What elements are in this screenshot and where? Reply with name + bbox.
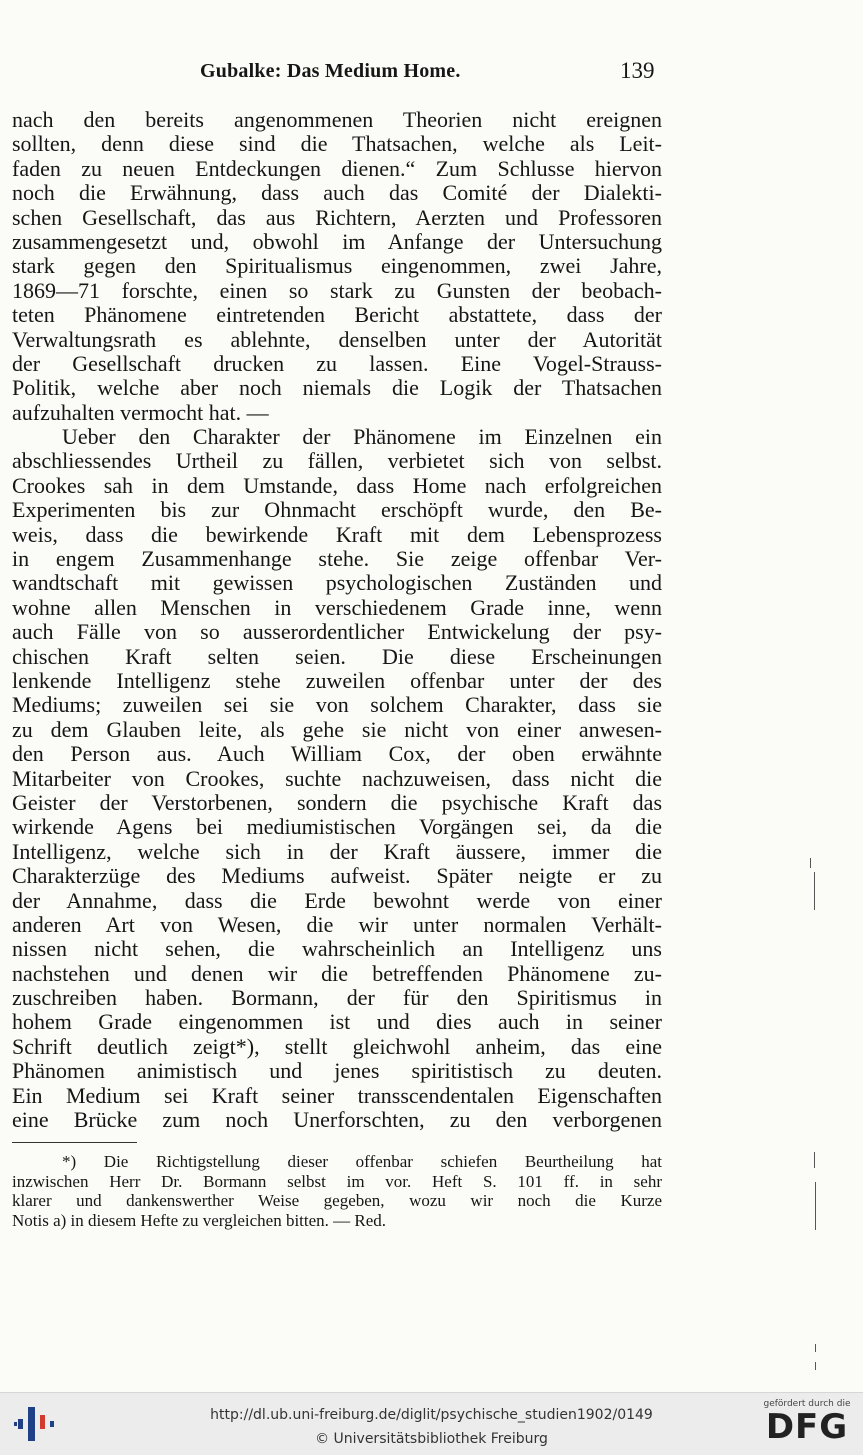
body-line: schen Gesellschaft, das aus Richtern, Aerzten und Professoren [12, 205, 662, 230]
body-line: wandtschaft mit gewissen psychologischen Zuständen und [12, 571, 662, 596]
body-line: Mediums; zuweilen sei sie von solchem Charakter, dass sie [12, 693, 662, 718]
scan-edge-mark [815, 1344, 816, 1352]
footnotes [12, 1152, 662, 1230]
body-line: Phänomen animistisch und jenes spiritistisch zu deuten. [12, 1059, 662, 1084]
body-line: anderen Art von Wesen, die wir unter normalen Verhält- [12, 912, 662, 937]
body-line: in engem Zusammenhange stehe. Sie zeige offenbar Ver- [12, 547, 662, 572]
dfg-logo-text: DFG [765, 1407, 849, 1447]
body-line: aufzuhalten vermocht hat. — [12, 400, 269, 425]
running-head [0, 56, 863, 90]
body-line: Experimenten bis zur Ohnmacht erschöpft wurde, den Be- [12, 498, 662, 523]
body-line: weis, dass die bewirkende Kraft mit dem Lebensprozess [12, 522, 662, 547]
body-line: Ein Medium sei Kraft seiner transscendentalen Eigenschaften [12, 1083, 662, 1108]
body-line: nissen nicht sehen, die wahrscheinlich an Intelligenz uns [12, 937, 662, 962]
body-line: abschliessendes Urtheil zu fällen, verbietet sich von selbst. [12, 449, 662, 474]
body-line: Mitarbeiter von Crookes, suchte nachzuweisen, dass nicht die [12, 766, 662, 791]
body-line: faden zu neuen Entdeckungen dienen.“ Zum Schlusse hiervon [12, 156, 662, 181]
body-line: wohne allen Menschen in verschiedenem Grade inne, wenn [12, 595, 662, 620]
body-line: Schrift deutlich zeigt*), stellt gleichwohl anheim, das eine [12, 1034, 662, 1059]
body-line: chischen Kraft selten seien. Die diese Erscheinungen [12, 644, 662, 669]
scan-edge-mark [815, 1362, 816, 1370]
body-line: nach den bereits angenommenen Theorien nicht ereignen [12, 108, 662, 132]
body-line: Charakterzüge des Mediums aufweist. Später neigte er zu [12, 864, 662, 889]
body-line: Ueber den Charakter der Phänomene im Einzelnen ein [62, 425, 662, 450]
body-line: hohem Grade eingenommen ist und dies auch in seiner [12, 1010, 662, 1035]
body-line: eine Brücke zum noch Unerforschten, zu den verborgenen [12, 1108, 662, 1133]
body-line: Crookes sah in dem Umstande, dass Home nach erfolgreichen [12, 473, 662, 498]
footnote-line: inzwischen Herr Dr. Bormann selbst im vor. Heft S. 101 ff. in sehr [12, 1171, 662, 1191]
copyright-notice: © Universitätsbibliothek Freiburg [315, 1431, 548, 1447]
footnote-line: Notis a) in diesem Hefte zu vergleichen bitten. — Red. [12, 1210, 387, 1230]
body-line: teten Phänomene eintretenden Bericht abstattete, dass der [12, 303, 662, 328]
footnote-line: klarer und dankenswerther Weise gegeben, wozu wir noch die Kurze [12, 1191, 662, 1210]
body-line: noch die Erwähnung, dass auch das Comité der Dialekti- [12, 181, 662, 206]
body-line: Politik, welche aber noch niemals die Logik der Thatsachen [12, 376, 662, 401]
body-line: zu dem Glauben leite, als gehe sie nicht von einer anwesen- [12, 717, 662, 742]
scan-edge-mark [814, 1152, 815, 1168]
scan-edge-mark [810, 858, 811, 868]
dfg-logo [761, 1399, 853, 1451]
body-line: sollten, denn diese sind die Thatsachen, welche als Leit- [12, 132, 662, 157]
viewer-footer [0, 1392, 863, 1455]
running-title: Gubalke: Das Medium Home. [200, 60, 461, 82]
body-line: der Annahme, dass die Erde bewohnt werde von einer [12, 888, 662, 913]
dfg-funding-label: gefördert durch die [763, 1399, 851, 1409]
body-text [12, 108, 662, 1132]
body-line: Intelligenz, welche sich in der Kraft äussere, immer die [12, 839, 662, 864]
body-line: der Gesellschaft drucken zu lassen. Eine Vogel-Strauss- [12, 351, 662, 376]
body-line: auch Fälle von so ausserordentlicher Entwickelung der psy- [12, 620, 662, 645]
body-line: zuschreiben haben. Bormann, der für den Spiritismus in [12, 986, 662, 1011]
body-line: Geister der Verstorbenen, sondern die psychische Kraft das [12, 790, 662, 815]
body-line: Verwaltungsrath es ablehnte, denselben unter der Autorität [12, 327, 662, 352]
footnote-line: *) Die Richtigstellung dieser offenbar schiefen Beurtheilung hat [62, 1152, 662, 1171]
body-line: lenkende Intelligenz stehe zuweilen offenbar unter der des [12, 668, 662, 693]
body-line: nachstehen und denen wir die betreffenden Phänomene zu- [12, 961, 662, 986]
body-line: 1869—71 forschte, einen so stark zu Gunsten der beobach- [12, 278, 662, 303]
scan-edge-mark [814, 872, 815, 910]
body-line: wirkende Agens bei mediumistischen Vorgängen sei, da die [12, 815, 662, 840]
body-line: den Person aus. Auch William Cox, der oben erwähnte [12, 742, 662, 767]
page-number: 139 [620, 58, 655, 83]
body-line: zusammengesetzt und, obwohl im Anfange der Untersuchung [12, 229, 662, 254]
scan-edge-mark [815, 1182, 816, 1230]
document-url-link[interactable]: http://dl.ub.uni-freiburg.de/diglit/psychische_studien1902/0149 [210, 1407, 653, 1423]
body-line: stark gegen den Spiritualismus eingenommen, zwei Jahre, [12, 254, 662, 279]
footnote-rule [12, 1142, 137, 1143]
